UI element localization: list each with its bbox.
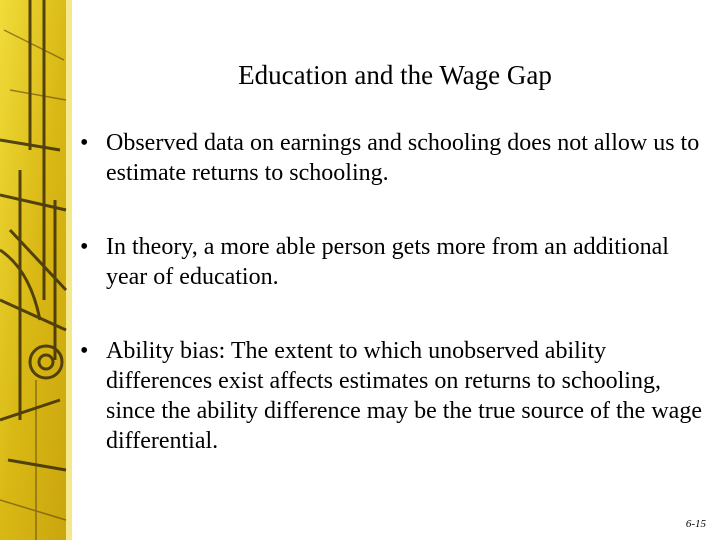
bullet-text: In theory, a more able person gets more from an additional year of education. bbox=[106, 234, 669, 290]
bullet-icon: • bbox=[80, 234, 89, 260]
blueprint-decoration-art bbox=[0, 0, 72, 540]
bullet-icon: • bbox=[80, 130, 89, 156]
bullet-list bbox=[80, 128, 710, 500]
bullet-text: Observed data on earnings and schooling does not allow us to estimate returns to schooling. bbox=[106, 130, 700, 186]
blueprint-decoration bbox=[0, 0, 72, 540]
bullet-item bbox=[80, 128, 710, 188]
bullet-icon: • bbox=[80, 338, 89, 364]
bullet-item bbox=[80, 232, 710, 292]
page-number: 6-15 bbox=[685, 518, 706, 530]
bullet-text: Ability bias: The extent to which unobserved ability differences exist affects estimates on returns to schooling, since the ability difference may be the true source of the wage differential. bbox=[106, 338, 702, 454]
slide-title: Education and the Wage Gap bbox=[238, 60, 552, 90]
bullet-item bbox=[80, 336, 710, 456]
